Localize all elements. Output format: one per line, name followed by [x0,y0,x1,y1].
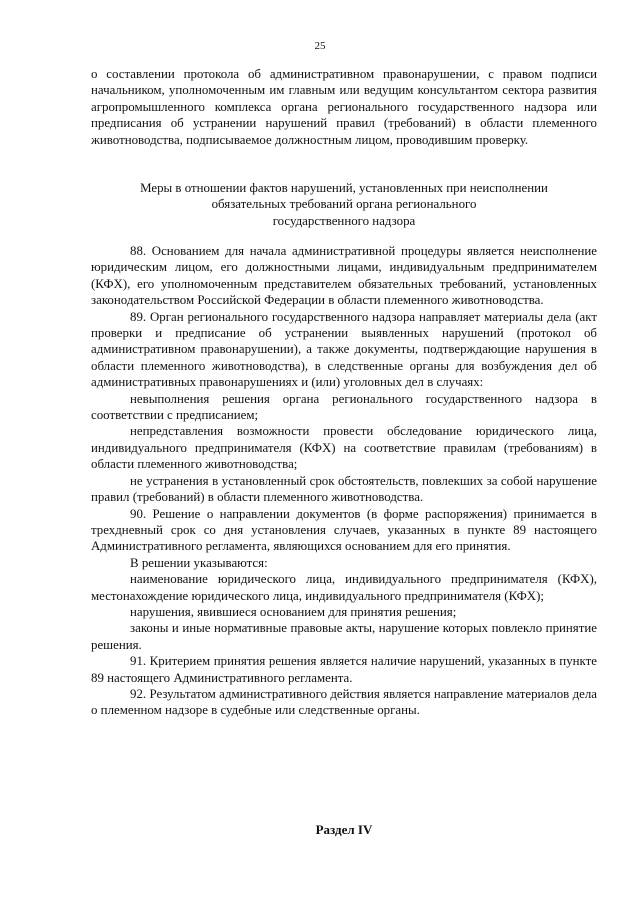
section-title: Раздел IV [315,822,373,837]
intro-paragraph: о составлении протокола об административном правонарушении, с правом подписи начальником, уполномоченным им главным или ведущим консультантом сектора развития агропромышленного комплекса органа регионального государственного надзора или предписания об устранении нарушений правил (требований) в области племенного животноводства, подписываемое должностным лицом, проводившим проверку. [91,67,597,147]
paragraph-91: 91. Критерием принятия решения является наличие нарушений, указанных в пункте 89 настоящего Административного регламента. [91,654,597,685]
list-item: наименование юридического лица, индивидуального предпринимателя (КФХ), местонахождение юридического лица, индивидуального предпринимателя (КФХ); [91,572,597,603]
decision-contents-label: В решении указываются: [130,555,268,570]
heading-line: государственного надзора [272,213,416,228]
heading-line: Меры в отношении фактов нарушений, установленных при неисполнении [140,181,548,195]
intro-paragraph-block [91,66,597,148]
paragraph-89: 89. Орган регионального государственного надзора направляет материалы дела (акт проверки и предписание об устранении выявленных нарушений (протокол об административном правонарушении), а также документы, подтверждающие нарушения в области племенного животноводства), в следственные органы для возбуждения дел об административных правонарушениях и (или) уголовных дел в случаях: [91,309,597,390]
list-item: нарушения, явившиеся основанием для принятия решения; [130,604,457,619]
page-number: 25 [314,40,326,52]
paragraph-88: 88. Основанием для начала административной процедуры является неисполнение юридическим лицом, его должностными лицами, индивидуальным предпринимателем (КФХ), его уполномоченным представителем обязательных требований, установленных законодательством Российской Федерации в области племенного животноводства. [91,244,597,308]
main-text-block [91,243,597,719]
section-heading [91,180,597,229]
list-item: законы и иные нормативные правовые акты, нарушение которых повлекло принятие решения. [91,621,597,652]
list-item: непредставления возможности провести обследование юридического лица, индивидуального предпринимателя (КФХ) на соответствие правилам (требованиям) в области племенного животноводства; [91,424,597,472]
paragraph-90: 90. Решение о направлении документов (в форме распоряжения) принимается в трехдневный срок со дня установления случаев, указанных в пункте 89 настоящего Административного регламента, являющихся основанием для его принятия. [91,506,597,554]
paragraph-92: 92. Результатом административного действия является направление материалов дела о племенном надзоре в судебные или следственные органы. [91,686,597,718]
list-item: невыполнения решения органа регионального государственного надзора в соответствии с предписанием; [91,391,597,423]
list-item: не устранения в установленный срок обстоятельств, повлекших за собой нарушение правил (требований) в области племенного животноводства. [91,473,597,505]
heading-line: обязательных требований органа регионального [211,197,477,212]
